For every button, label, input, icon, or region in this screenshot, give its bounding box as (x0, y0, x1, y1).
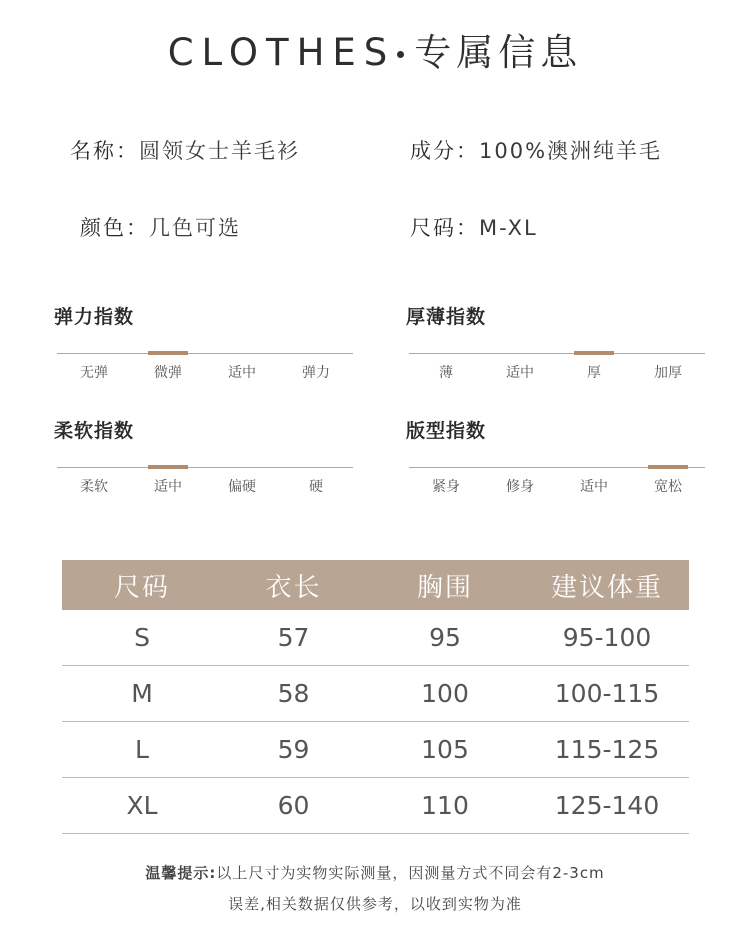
scale-selected-marker (574, 351, 614, 355)
scale-label: 偏硬 (228, 479, 256, 495)
info-color (80, 212, 241, 242)
scale-selected-marker (148, 351, 188, 355)
info-name-label: 名称： (70, 139, 139, 163)
info-color-value: 几色可选 (149, 216, 241, 240)
info-name-value: 圆领女士羊毛衫 (139, 139, 300, 163)
cell-bust: 95 (365, 610, 525, 666)
softness-index-scale (57, 454, 353, 504)
scale-selected-marker (148, 465, 188, 469)
cell-weight: 125-140 (525, 778, 689, 834)
cell-size: XL (62, 778, 222, 834)
header-size: 尺码 (62, 560, 222, 610)
elasticity-index-title: 弹力指数 (54, 306, 135, 328)
cell-size: S (62, 610, 222, 666)
table-row (62, 722, 689, 778)
thickness-index-title: 厚薄指数 (406, 306, 487, 328)
info-size-label: 尺码： (410, 216, 479, 240)
scale-line (409, 353, 705, 354)
header-length: 衣长 (222, 560, 365, 610)
table-row (62, 778, 689, 834)
cell-bust: 110 (365, 778, 525, 834)
cell-weight: 95-100 (525, 610, 689, 666)
cell-size: M (62, 666, 222, 722)
header-bust: 胸围 (365, 560, 525, 610)
scale-label: 弹力 (302, 365, 330, 381)
title-dot-icon (397, 51, 404, 58)
cell-weight: 100-115 (525, 666, 689, 722)
fit-index-title: 版型指数 (406, 420, 487, 442)
fit-index-scale (409, 454, 705, 504)
info-name (70, 135, 300, 165)
size-table (62, 560, 689, 834)
scale-label: 修身 (506, 479, 534, 495)
scale-label: 适中 (228, 365, 256, 381)
scale-line (57, 467, 353, 468)
cell-bust: 100 (365, 666, 525, 722)
elasticity-index-scale (57, 340, 353, 390)
scale-label: 适中 (506, 365, 534, 381)
page-title (0, 22, 750, 76)
info-size-value: M-XL (479, 216, 538, 240)
cell-bust: 105 (365, 722, 525, 778)
tip-note-line1 (0, 862, 750, 883)
info-material-label: 成分： (410, 139, 479, 163)
scale-line (57, 353, 353, 354)
cell-weight: 115-125 (525, 722, 689, 778)
cell-length: 57 (222, 610, 365, 666)
table-row (62, 610, 689, 666)
page-title-en: CLOTHES (167, 31, 396, 74)
info-material-value: 100%澳洲纯羊毛 (479, 139, 663, 163)
info-material (410, 135, 662, 165)
header-weight: 建议体重 (525, 560, 689, 610)
scale-label: 柔软 (80, 479, 108, 495)
cell-size: L (62, 722, 222, 778)
scale-label: 加厚 (654, 365, 682, 381)
size-table-header (62, 560, 689, 610)
scale-label: 适中 (154, 479, 182, 495)
scale-label: 硬 (309, 479, 323, 495)
cell-length: 58 (222, 666, 365, 722)
tip-note-bold: 温馨提示: (145, 864, 217, 882)
scale-label: 厚 (587, 365, 601, 381)
scale-selected-marker (648, 465, 688, 469)
cell-length: 60 (222, 778, 365, 834)
page-title-cn: 专属信息 (414, 31, 583, 74)
thickness-index-scale (409, 340, 705, 390)
softness-index-title: 柔软指数 (54, 420, 135, 442)
tip-note-line2: 误差,相关数据仅供参考，以收到实物为准 (228, 895, 522, 913)
scale-label: 无弹 (80, 365, 108, 381)
scale-label: 薄 (439, 365, 453, 381)
scale-label: 紧身 (432, 479, 460, 495)
scale-label: 宽松 (654, 479, 682, 495)
info-size (410, 212, 538, 242)
scale-label: 适中 (580, 479, 608, 495)
scale-label: 微弹 (154, 365, 182, 381)
table-row (62, 666, 689, 722)
info-color-label: 颜色： (80, 216, 149, 240)
cell-length: 59 (222, 722, 365, 778)
tip-note-text1: 以上尺寸为实物实际测量，因测量方式不同会有2-3cm (216, 864, 605, 882)
